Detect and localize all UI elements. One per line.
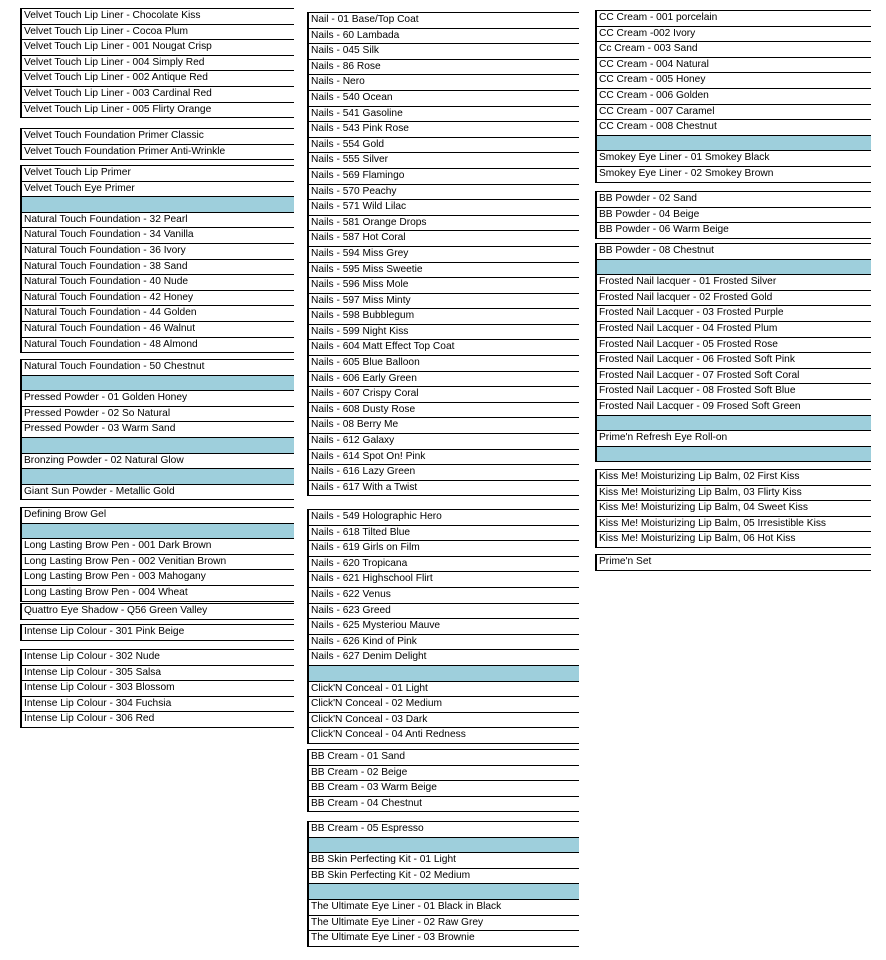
product-row: Bronzing Powder - 02 Natural Glow (22, 454, 294, 470)
product-group (595, 554, 871, 571)
product-row: Intense Lip Colour - 303 Blossom (22, 681, 294, 697)
product-row: Velvet Touch Foundation Primer Classic (22, 129, 294, 145)
product-row: Nails - 543 Pink Rose (309, 122, 579, 138)
product-row: BB Skin Perfecting Kit - 01 Light (309, 853, 579, 869)
product-group (307, 509, 579, 744)
product-row: Nails - 612 Galaxy (309, 434, 579, 450)
product-row: Velvet Touch Lip Liner - Chocolate Kiss (22, 9, 294, 25)
product-group (20, 165, 294, 353)
product-row: Nails - 587 Hot Coral (309, 231, 579, 247)
product-row: Intense Lip Colour - 306 Red (22, 712, 294, 728)
product-row: Kiss Me! Moisturizing Lip Balm, 04 Sweet Kiss (597, 501, 871, 517)
product-row: Natural Touch Foundation - 48 Almond (22, 338, 294, 354)
product-row: Frosted Nail Lacquer - 05 Frosted Rose (597, 338, 871, 354)
product-row: Nails - 626 Kind of Pink (309, 635, 579, 651)
product-row: Velvet Touch Lip Liner - 002 Antique Red (22, 71, 294, 87)
product-group (20, 359, 294, 500)
product-row: Intense Lip Colour - 302 Nude (22, 650, 294, 666)
product-row: Nails - 555 Silver (309, 153, 579, 169)
product-row: Nails - 627 Denim Delight (309, 650, 579, 666)
product-row: CC Cream - 008 Chestnut (597, 120, 871, 136)
product-row: Velvet Touch Lip Liner - 004 Simply Red (22, 56, 294, 72)
product-group (20, 8, 294, 118)
separator-row (309, 884, 579, 900)
product-row: Nails - 617 With a Twist (309, 481, 579, 497)
product-row: Click'N Conceal - 02 Medium (309, 697, 579, 713)
product-row: Velvet Touch Eye Primer (22, 182, 294, 198)
product-row: Frosted Nail Lacquer - 04 Frosted Plum (597, 322, 871, 338)
separator-row (22, 376, 294, 392)
product-row: Intense Lip Colour - 301 Pink Beige (22, 625, 294, 641)
product-row: Frosted Nail Lacquer - 06 Frosted Soft Pink (597, 353, 871, 369)
product-group (20, 624, 294, 641)
product-column-2 (307, 0, 579, 960)
product-row: Velvet Touch Lip Liner - 001 Nougat Crisp (22, 40, 294, 56)
product-row: Pressed Powder - 03 Warm Sand (22, 422, 294, 438)
product-group (595, 243, 871, 462)
separator-row (597, 136, 871, 152)
product-row: Nails - 597 Miss Minty (309, 294, 579, 310)
product-row: Defining Brow Gel (22, 508, 294, 524)
product-row: Natural Touch Foundation - 50 Chestnut (22, 360, 294, 376)
product-row: Frosted Nail lacquer - 01 Frosted Silver (597, 275, 871, 291)
product-row: Nails - 620 Tropicana (309, 557, 579, 573)
product-row: Nails - 554 Gold (309, 138, 579, 154)
product-row: Nails - 581 Orange Drops (309, 216, 579, 232)
product-row: Velvet Touch Lip Liner - 003 Cardinal Red (22, 87, 294, 103)
product-row: Prime'n Refresh Eye Roll-on (597, 431, 871, 447)
product-row: Nail - 01 Base/Top Coat (309, 13, 579, 29)
product-group (595, 191, 871, 239)
product-row: Nails - 614 Spot On! Pink (309, 450, 579, 466)
product-row: Smokey Eye Liner - 01 Smokey Black (597, 151, 871, 167)
product-row: Frosted Nail Lacquer - 08 Frosted Soft Blue (597, 384, 871, 400)
product-row: Click'N Conceal - 03 Dark (309, 713, 579, 729)
product-row: Pressed Powder - 01 Golden Honey (22, 391, 294, 407)
product-row: The Ultimate Eye Liner - 02 Raw Grey (309, 916, 579, 932)
product-row: Nails - 541 Gasoline (309, 107, 579, 123)
product-row: Intense Lip Colour - 304 Fuchsia (22, 697, 294, 713)
separator-row (597, 260, 871, 276)
product-group (20, 507, 294, 602)
product-group (20, 128, 294, 160)
product-row: Nails - 618 Tilted Blue (309, 526, 579, 542)
product-row: Pressed Powder - 02 So Natural (22, 407, 294, 423)
product-row: BB Cream - 01 Sand (309, 750, 579, 766)
product-row: Kiss Me! Moisturizing Lip Balm, 03 Flirty Kiss (597, 486, 871, 502)
product-row: Frosted Nail Lacquer - 07 Frosted Soft Coral (597, 369, 871, 385)
product-row: Intense Lip Colour - 305 Salsa (22, 666, 294, 682)
product-row: Nails - 595 Miss Sweetie (309, 263, 579, 279)
product-row: CC Cream - 007 Caramel (597, 105, 871, 121)
product-row: Natural Touch Foundation - 34 Vanilla (22, 228, 294, 244)
product-row: BB Powder - 08 Chestnut (597, 244, 871, 260)
product-row: BB Cream - 05 Espresso (309, 822, 579, 838)
product-row: Velvet Touch Lip Liner - Cocoa Plum (22, 25, 294, 41)
product-group (307, 821, 579, 947)
product-row: CC Cream - 004 Natural (597, 58, 871, 74)
product-row: Nails - 607 Crispy Coral (309, 387, 579, 403)
product-row: Nails - 570 Peachy (309, 185, 579, 201)
separator-row (597, 447, 871, 463)
product-row: CC Cream - 006 Golden (597, 89, 871, 105)
separator-row (309, 838, 579, 854)
product-group (595, 469, 871, 548)
separator-row (22, 197, 294, 213)
product-row: Smokey Eye Liner - 02 Smokey Brown (597, 167, 871, 183)
separator-row (22, 524, 294, 540)
product-row: Nails - 604 Matt Effect Top Coat (309, 340, 579, 356)
product-row: Nails - 623 Greed (309, 604, 579, 620)
separator-row (22, 438, 294, 454)
product-row: Velvet Touch Foundation Primer Anti-Wrinkle (22, 145, 294, 161)
product-row: Nails - 540 Ocean (309, 91, 579, 107)
product-row: Nails - 594 Miss Grey (309, 247, 579, 263)
product-row: Nails - 549 Holographic Hero (309, 510, 579, 526)
product-row: Natural Touch Foundation - 46 Walnut (22, 322, 294, 338)
product-group (20, 603, 294, 620)
product-row: Long Lasting Brow Pen - 004 Wheat (22, 586, 294, 602)
product-row: Nails - 625 Mysteriou Mauve (309, 619, 579, 635)
product-row: BB Powder - 06 Warm Beige (597, 223, 871, 239)
product-column-1 (20, 0, 294, 960)
product-row: Nails - 619 Girls on Film (309, 541, 579, 557)
product-row: Prime'n Set (597, 555, 871, 571)
product-row: Natural Touch Foundation - 32 Pearl (22, 213, 294, 229)
product-row: Nails - Nero (309, 75, 579, 91)
product-row: The Ultimate Eye Liner - 01 Black in Black (309, 900, 579, 916)
product-row: Nails - 08 Berry Me (309, 418, 579, 434)
product-row: Natural Touch Foundation - 36 Ivory (22, 244, 294, 260)
product-group (20, 649, 294, 728)
product-row: BB Powder - 02 Sand (597, 192, 871, 208)
product-row: Frosted Nail lacquer - 02 Frosted Gold (597, 291, 871, 307)
product-row: Nails - 596 Miss Mole (309, 278, 579, 294)
product-row: Nails - 569 Flamingo (309, 169, 579, 185)
product-row: Frosted Nail Lacquer - 09 Frosed Soft Green (597, 400, 871, 416)
product-group (307, 12, 579, 496)
product-row: Velvet Touch Lip Primer (22, 166, 294, 182)
product-row: Nails - 598 Bubblegum (309, 309, 579, 325)
product-row: Kiss Me! Moisturizing Lip Balm, 06 Hot Kiss (597, 532, 871, 548)
product-row: Nails - 599 Night Kiss (309, 325, 579, 341)
product-row: Natural Touch Foundation - 38 Sand (22, 260, 294, 276)
product-row: Quattro Eye Shadow - Q56 Green Valley (22, 604, 294, 620)
product-row: Long Lasting Brow Pen - 001 Dark Brown (22, 539, 294, 555)
product-row: Giant Sun Powder - Metallic Gold (22, 485, 294, 501)
product-row: Kiss Me! Moisturizing Lip Balm, 02 First Kiss (597, 470, 871, 486)
product-row: BB Cream - 03 Warm Beige (309, 781, 579, 797)
product-row: CC Cream -002 Ivory (597, 27, 871, 43)
product-row: BB Skin Perfecting Kit - 02 Medium (309, 869, 579, 885)
product-row: Natural Touch Foundation - 44 Golden (22, 306, 294, 322)
product-row: Nails - 60 Lambada (309, 29, 579, 45)
product-group (595, 10, 871, 183)
product-row: Nails - 86 Rose (309, 60, 579, 76)
separator-row (309, 666, 579, 682)
product-row: Long Lasting Brow Pen - 003 Mahogany (22, 570, 294, 586)
separator-row (597, 416, 871, 432)
product-row: CC Cream - 005 Honey (597, 73, 871, 89)
product-row: Nails - 606 Early Green (309, 372, 579, 388)
product-column-3 (595, 0, 871, 960)
product-row: Nails - 616 Lazy Green (309, 465, 579, 481)
product-row: Long Lasting Brow Pen - 002 Venitian Brown (22, 555, 294, 571)
product-row: Cc Cream - 003 Sand (597, 42, 871, 58)
product-row: Click'N Conceal - 01 Light (309, 682, 579, 698)
product-row: The Ultimate Eye Liner - 03 Brownie (309, 931, 579, 947)
product-row: Kiss Me! Moisturizing Lip Balm, 05 Irresistible Kiss (597, 517, 871, 533)
product-row: Nails - 621 Highschool Flirt (309, 572, 579, 588)
separator-row (22, 469, 294, 485)
product-row: Nails - 045 Silk (309, 44, 579, 60)
product-row: Natural Touch Foundation - 40 Nude (22, 275, 294, 291)
product-row: Nails - 622 Venus (309, 588, 579, 604)
product-row: Nails - 608 Dusty Rose (309, 403, 579, 419)
product-row: CC Cream - 001 porcelain (597, 11, 871, 27)
product-row: Natural Touch Foundation - 42 Honey (22, 291, 294, 307)
product-row: BB Cream - 04 Chestnut (309, 797, 579, 813)
product-row: Velvet Touch Lip Liner - 005 Flirty Orange (22, 103, 294, 119)
product-row: BB Cream - 02 Beige (309, 766, 579, 782)
product-row: Click'N Conceal - 04 Anti Redness (309, 728, 579, 744)
product-group (307, 749, 579, 812)
product-row: Frosted Nail Lacquer - 03 Frosted Purple (597, 306, 871, 322)
product-row: Nails - 571 Wild Lilac (309, 200, 579, 216)
product-row: BB Powder - 04 Beige (597, 208, 871, 224)
product-row: Nails - 605 Blue Balloon (309, 356, 579, 372)
